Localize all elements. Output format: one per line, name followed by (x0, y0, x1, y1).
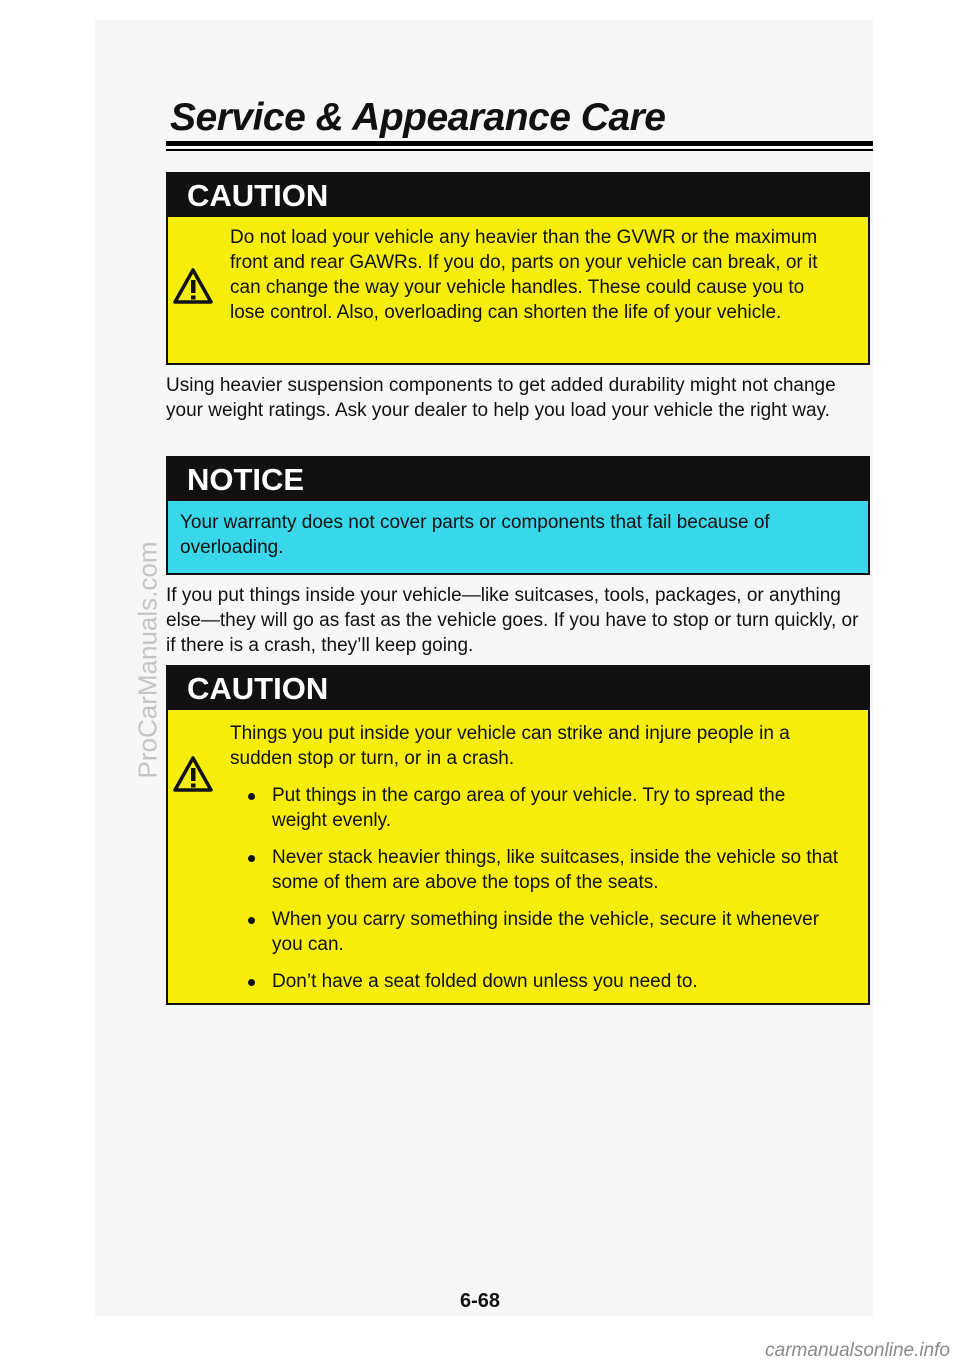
list-item: Never stack heavier things, like suitcases, inside the vehicle so that some of them are above the tops of the seats. (242, 845, 842, 895)
warning-triangle-icon (173, 755, 213, 793)
caution-heading: CAUTION (168, 174, 868, 217)
list-item: When you carry something inside the vehicle, secure it whenever you can. (242, 907, 842, 957)
footer-watermark: carmanualsonline.info (765, 1340, 950, 1361)
caution-text: Do not load your vehicle any heavier than the GVWR or the maximum front and rear GAWRs. If you do, parts on your vehicle can break, or it can change the way your vehicle handles. These could cause you to lose control. Also, overloading can shorten the life of your vehicle. (230, 227, 818, 323)
caution-box-overload (166, 172, 870, 365)
caution-box-cargo (166, 665, 870, 1005)
caution-bullet-list (242, 783, 842, 994)
paragraph-loose-items: If you put things inside your vehicle—like suitcases, tools, packages, or anything else—they will go as fast as the vehicle goes. If you have to stop or turn quickly, or if there is a crash, they’ll keep going. (166, 585, 859, 656)
paragraph-suspension: Using heavier suspension components to get added durability might not change your weight ratings. Ask your dealer to help you load your vehicle the right way. (166, 375, 836, 421)
page-number: 6-68 (459, 1290, 501, 1312)
notice-heading: NOTICE (168, 458, 868, 501)
notice-text: Your warranty does not cover parts or components that fail because of overloading. (180, 512, 770, 558)
caution-body (168, 710, 868, 1003)
list-item: Don’t have a seat folded down unless you need to. (242, 969, 842, 994)
header-rule-thick (166, 141, 873, 146)
side-watermark: ProCarManuals.com (132, 541, 163, 779)
caution-heading: CAUTION (168, 667, 868, 710)
notice-box-warranty (166, 456, 870, 575)
notice-body (168, 501, 868, 573)
section-title: Service & Appearance Care (170, 96, 666, 139)
caution-intro-text: Things you put inside your vehicle can strike and injure people in a sudden stop or turn, or in a crash. (230, 723, 790, 769)
caution-body (168, 217, 868, 363)
header-rule-thin (166, 149, 873, 151)
warning-triangle-icon (173, 267, 213, 305)
list-item: Put things in the cargo area of your vehicle. Try to spread the weight evenly. (242, 783, 842, 833)
